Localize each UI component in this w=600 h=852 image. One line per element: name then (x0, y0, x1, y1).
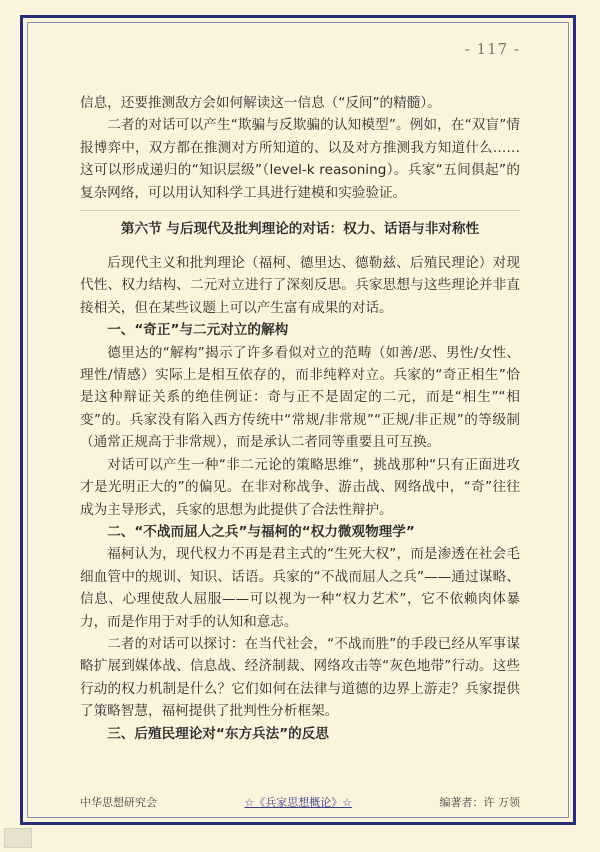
paragraph-1: 信息，还要推测敌方会如何解读这一信息（“反间”的精髓）。 (80, 95, 441, 111)
page-body (80, 92, 520, 745)
paragraph-4: 德里达的“解构”揭示了许多看似对立的范畴（如善/恶、男性/女性、理性/情感）实际上是相互依存的，而非纯粹对立。兵家的“奇正相生”恰是这种辩证关系的绝佳例证：奇与正不是固定的二元，而是“相生”“相变”的。兵家没有陷入西方传统中“常规/非常规”“正规/非正规”的等级制（通常正规高于非常规），而是承认二者同等重要且可互换。 (80, 344, 520, 451)
paragraph-5: 对话可以产生一种“非二元论的策略思维”，挑战那种“只有正面进攻才是光明正大的”的偏见。在非对称战争、游击战、网络战中，“奇”往往成为主导形式，兵家的思想为此提供了合法性辩护。 (80, 456, 520, 518)
paragraph-7: 二者的对话可以探讨：在当代社会，“不战而胜”的手段已经从军事谋略扩展到媒体战、信息战、经济制裁、网络攻击等“灰色地带”行动。这些行动的权力机制是什么？它们如何在法律与道德的边界上游走？兵家提供了策略智慧，福柯提供了批判性分析框架。 (80, 635, 520, 720)
paragraph-2: 二者的对话可以产生“欺骗与反欺骗的认知模型”。例如，在“双盲”情报博弈中，双方都在推测对方所知道的、以及对方推测我方知道什么……这可以形成递归的“知识层级”（level-k reasoning）。兵家“五间俱起”的复杂网络，可以用认知科学工具进行建模和实验验证。 (80, 117, 520, 201)
footer-book-title: ☆《兵家思想概论》☆ (244, 796, 353, 809)
section-title: 第六节 与后现代及批判理论的对话：权力、话语与非对称性 (120, 221, 480, 238)
footer-publisher: 中华思想研究会 (80, 796, 157, 809)
page-footer (80, 794, 520, 810)
subheading-3: 三、后殖民理论对“东方兵法”的反思 (107, 725, 329, 742)
page-corner-tab[interactable] (4, 828, 32, 848)
footer-author: 编著者：许 万领 (439, 796, 520, 809)
page-number: - 117 - (464, 40, 520, 58)
subheading-2: 二、“不战而屈人之兵”与福柯的“权力微观物理学” (107, 523, 415, 540)
paragraph-6: 福柯认为，现代权力不再是君主式的“生死大权”，而是渗透在社会毛细血管中的规训、知识、话语。兵家的“不战而屈人之兵”——通过谋略、信息、心理使敌人屈服——可以视为一种“权力艺术”，它不依赖肉体暴力，而是作用于对手的认知和意志。 (80, 546, 520, 630)
paragraph-3: 后现代主义和批判理论（福柯、德里达、德勒兹、后殖民理论）对现代性、权力结构、二元对立进行了深刻反思。兵家思想与这些理论并非直接相关，但在某些议题上可以产生富有成果的对话。 (80, 255, 520, 316)
subheading-1: 一、“奇正”与二元对立的解构 (107, 322, 289, 339)
section-divider (80, 210, 520, 211)
